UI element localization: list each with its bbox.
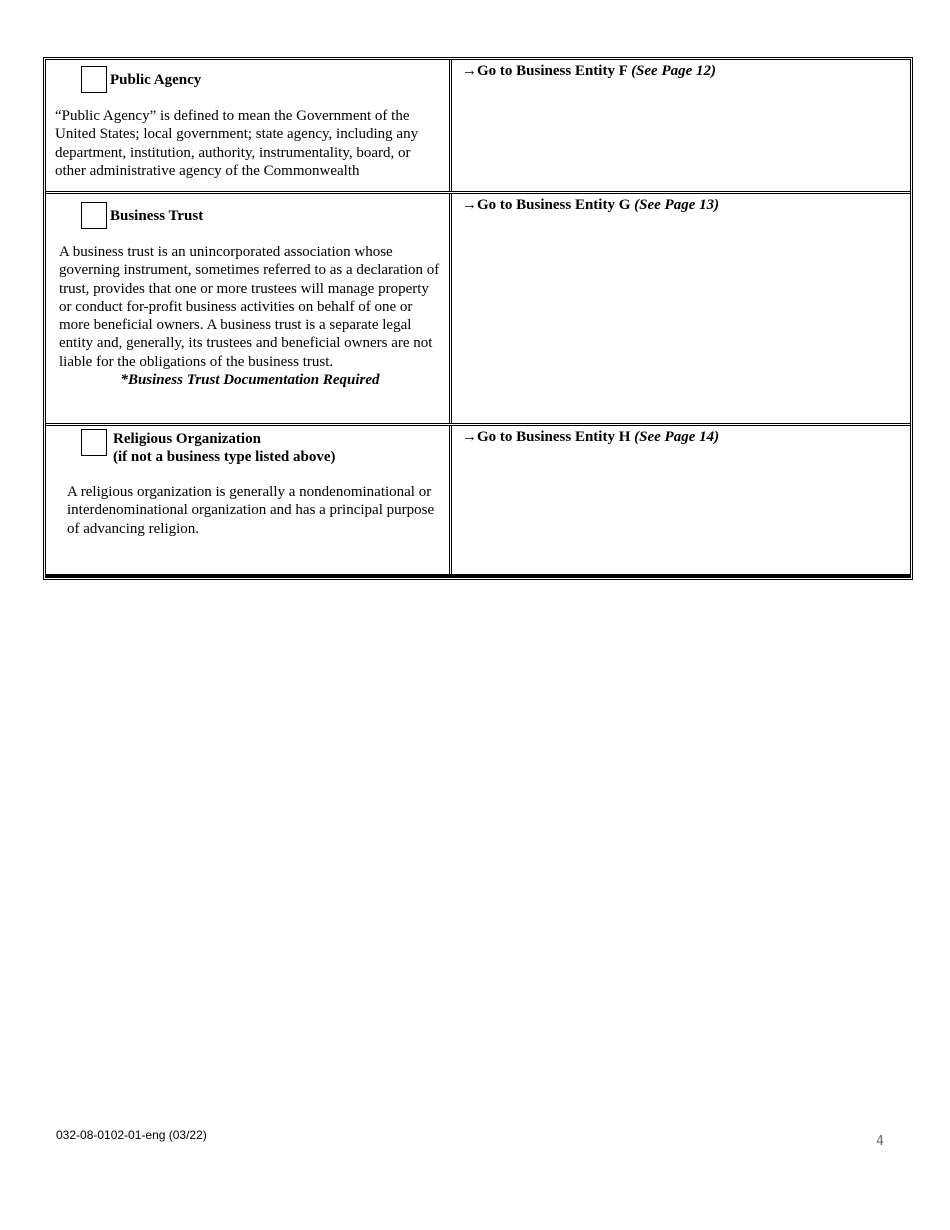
option-title <box>113 429 336 466</box>
option-description: A business trust is an unincorporated association whose governing instrument, sometimes referred to as a declaration of trust, provides that one or more trustees will manage property or conduct for-profit business activities on behalf of one or more beneficial owners. A business trust is a separate legal entity and, generally, its trustees and beneficial owners are not liable for the obligations of the business trust. <box>59 244 440 370</box>
goto-page-ref: (See Page 13) <box>634 197 720 213</box>
entity-goto-cell <box>452 194 910 423</box>
option-title <box>110 66 201 89</box>
option-title-text: Business Trust <box>110 208 204 224</box>
entity-option-cell <box>46 60 452 191</box>
entity-row-public-agency <box>46 60 910 191</box>
option-header <box>81 202 441 229</box>
option-header <box>81 429 441 466</box>
option-description: “Public Agency” is defined to mean the Government of the United States; local government; state agency, including any department, institution, authority, instrumentality, board, or other administrative agency of the Commonwealth <box>55 108 419 179</box>
business-trust-checkbox[interactable] <box>81 202 107 229</box>
goto-page-ref: (See Page 12) <box>631 63 717 79</box>
entity-row-religious-organization <box>46 423 910 577</box>
option-subtitle: (if not a business type listed above) <box>113 449 336 465</box>
goto-text: →Go to Business Entity H <box>462 429 635 445</box>
option-title-text: Religious Organization <box>113 431 261 447</box>
form-code: 032-08-0102-01-eng (03/22) <box>56 1128 207 1142</box>
option-title-text: Public Agency <box>110 72 202 88</box>
religious-organization-checkbox[interactable] <box>81 429 107 456</box>
business-entity-table <box>43 57 913 580</box>
goto-page-ref: (See Page 14) <box>634 429 720 445</box>
entity-goto-cell <box>452 60 910 191</box>
goto-instruction <box>462 196 900 214</box>
option-header <box>81 66 441 93</box>
option-description: A religious organization is generally a nondenominational or interdenominational organization and has a principal purpose of advancing religion. <box>67 484 435 537</box>
public-agency-checkbox[interactable] <box>81 66 107 93</box>
entity-row-business-trust <box>46 191 910 423</box>
option-title <box>110 202 203 225</box>
goto-instruction <box>462 62 900 80</box>
goto-text: →Go to Business Entity G <box>462 197 635 213</box>
page-number: 4 <box>876 1134 884 1149</box>
goto-instruction <box>462 428 900 446</box>
entity-goto-cell <box>452 426 910 574</box>
documentation-required-note: *Business Trust Documentation Required <box>120 372 380 389</box>
entity-option-cell <box>46 426 452 574</box>
goto-text: →Go to Business Entity F <box>462 63 632 79</box>
entity-option-cell <box>46 194 452 423</box>
